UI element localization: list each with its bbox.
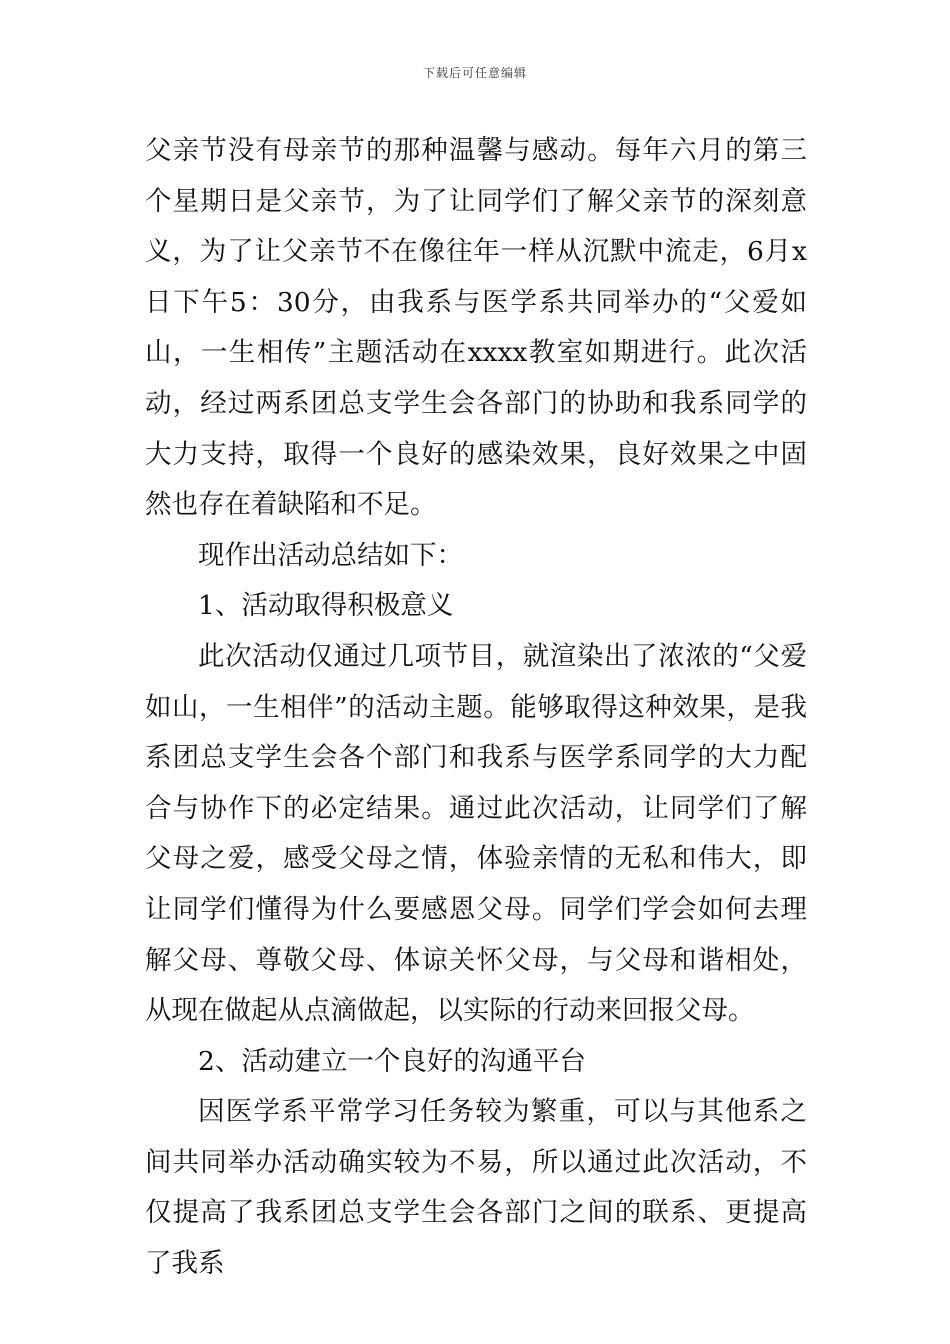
section-heading-1: 1、活动取得积极意义: [198, 590, 454, 622]
section-heading-2: 2、活动建立一个良好的沟通平台: [198, 1045, 586, 1077]
paragraph-section-1: 此次活动仅通过几项节目，就渲染出了浓浓的“父爱如山，一生相伴”的活动主题。能够取得这种效果，是我系团总支学生会各个部门和我系与医学系同学的大力配合与协作下的必定结果。通过此次活动，让同学们了解父母之爱，感受父母之情，体验亲情的无私和伟大，即让同学们懂得为什么要感恩父母。同学们学会如何去理解父母、尊敬父母、体谅关怀父母，与父母和谐相处，从现在做起从点滴做起，以实际的行动来回报父母。: [145, 640, 807, 1027]
header-note: 下载后可任意编辑: [422, 66, 527, 80]
paragraph-section-2: 因医学系平常学习任务较为繁重，可以与其他系之间共同举办活动确实较为不易，所以通过此次活动，不仅提高了我系团总支学生会各部门之间的联系、更提高了我系: [145, 1096, 807, 1280]
document-body: [145, 126, 807, 1290]
paragraph-intro: 父亲节没有母亲节的那种温馨与感动。每年六月的第三个星期日是父亲节，为了让同学们了解父亲节的深刻意义，为了让父亲节不在像往年一样从沉默中流走，6月x日下午5：30分，由我系与医学系共同举办的“父爱如山，一生相传”主题活动在xxxx教室如期进行。此次活动，经过两系团总支学生会各部门的协助和我系同学的大力支持，取得一个良好的感染效果，良好效果之中固然也存在着缺陷和不足。: [145, 135, 807, 521]
paragraph-summary-lead: 现作出活动总结如下：: [198, 539, 463, 571]
